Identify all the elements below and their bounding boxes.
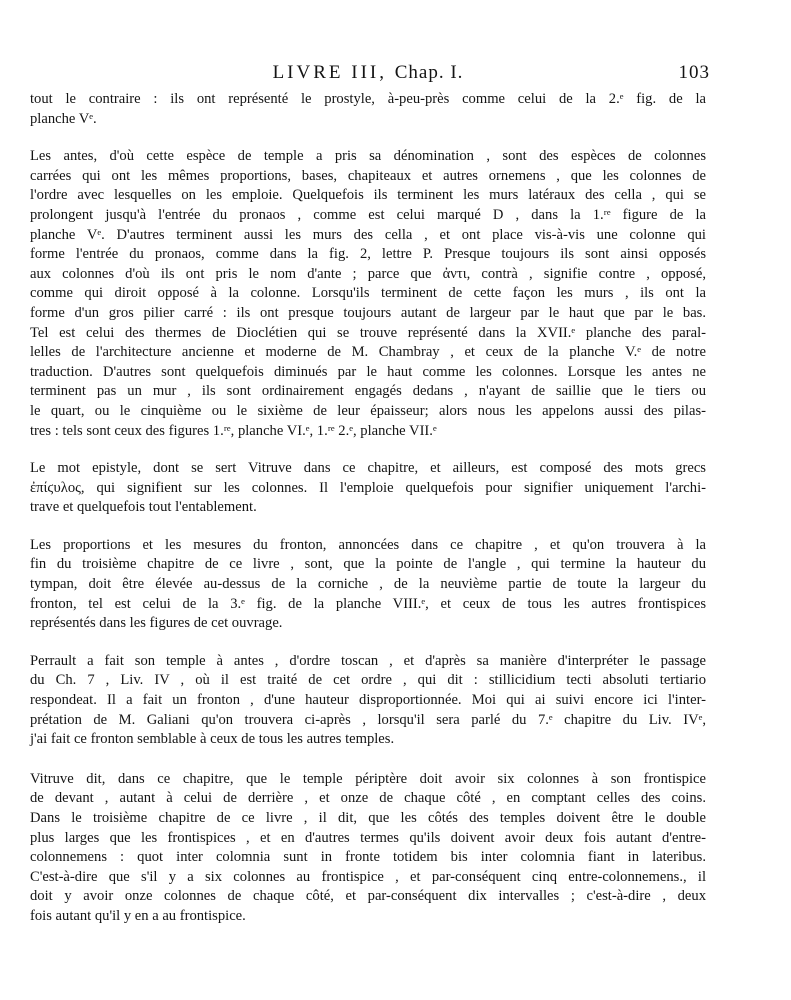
text-line: Dans le troisième chapitre de ce livre , il dit, que les côtés des temples doivent être le double bbox=[30, 810, 706, 826]
paragraph bbox=[30, 770, 706, 927]
text-line: respondeat. Il a fait un fronton , d'une hauteur disproportionnée. Moi qui ai suivi encore ici l'inter- bbox=[30, 692, 706, 709]
running-head-book: LIVRE III, bbox=[272, 62, 395, 83]
text-line: tout le contraire : ils ont représenté le prostyle, à-peu-près comme celui de la 2.ᵉ fig. de la bbox=[30, 91, 706, 107]
text-line: tympan, doit être élevée au-dessus de la corniche , de la neuvième partie de toute la largeur du bbox=[30, 576, 706, 593]
running-head-chapter: Chap. I. bbox=[394, 62, 464, 83]
body-text bbox=[30, 90, 706, 927]
text-line: prolongent jusqu'à l'entrée du pronaos , comme est celui marqué D , dans la 1.ʳᵉ figure de la bbox=[30, 206, 706, 223]
text-line: fin du troisième chapitre de ce livre , sont, que la pointe de l'angle , qui termine la hauteur du bbox=[30, 556, 706, 573]
paragraph bbox=[30, 90, 706, 129]
text-line: Perrault a fait son temple à antes , d'ordre toscan , et d'après sa manière d'interpréter le passage bbox=[30, 652, 706, 669]
text-line: C'est-à-dire que s'il y a six colonnes au frontispice , et par-conséquent cinq entre-colonnemens., il bbox=[30, 868, 706, 885]
book-page bbox=[30, 62, 710, 927]
text-line: comme qui diroit opposé à la colonne. Lorsqu'ils terminent de cette façon les murs , ils ont la bbox=[30, 285, 706, 302]
text-line: lelles de l'architecture ancienne et moderne de M. Chambray , et ceux de la planche V.ᵉ de notre bbox=[30, 344, 706, 361]
text-line: prétation de M. Galiani qu'on trouvera ci-après , lorsqu'il sera parlé du 7.ᵉ chapitre du Liv. IVᵉ, bbox=[30, 711, 706, 728]
text-line: tres : tels sont ceux des figures 1.ʳᵉ, planche VI.ᵉ, 1.ʳᵉ 2.ᵉ, planche VII.ᵉ bbox=[30, 422, 437, 439]
text-line: traduction. D'autres sont quelquefois diminués par le haut comme les colonnes. Lorsque les antes ne bbox=[30, 363, 706, 380]
page-number: 103 bbox=[678, 62, 710, 83]
paragraph bbox=[30, 652, 706, 750]
text-line: j'ai fait ce fronton semblable à ceux de tous les autres temples. bbox=[30, 731, 395, 748]
text-line: Les proportions et les mesures du fronton, annoncées dans ce chapitre , et qu'on trouvera à la bbox=[30, 536, 706, 553]
text-line: colonnemens : quot inter colomnia sunt in fronte totidem bis inter colomnia fiant in lateribus. bbox=[30, 849, 706, 866]
paragraph bbox=[30, 459, 706, 518]
text-line: fois autant qu'il y en a au frontispice. bbox=[30, 907, 246, 924]
text-line: planche Vᵉ. D'autres terminent aussi les murs des cella , et ont place vis-à-vis une colonne qui bbox=[30, 226, 706, 243]
text-line: Les antes, d'où cette espèce de temple a pris sa dénomination , sont des espèces de colonnes bbox=[30, 148, 706, 165]
text-line: trave et quelquefois tout l'entablement. bbox=[30, 499, 257, 516]
page-header bbox=[30, 62, 710, 90]
running-head bbox=[30, 62, 706, 84]
text-line: du Ch. 7 , Liv. IV , où il est traité de cet ordre , qui dit : stillicidium tecti absoluti tertiario bbox=[30, 672, 706, 689]
text-line: doit y avoir onze colonnes de chaque côté, et par-conséquent dix intervalles ; c'est-à-dire , deux bbox=[30, 888, 706, 905]
text-line: le quart, ou le cinquième ou le sixième de leur épaisseur; alors nous les appelons aussi des pilas- bbox=[30, 402, 706, 419]
text-line: de devant , autant à celui de derrière , et onze de chaque côté , en comptant celles des coins. bbox=[30, 790, 706, 807]
text-line: aux colonnes d'où ils ont pris le nom d'ante ; parce que ἀντι, contrà , signifie contre , opposé, bbox=[30, 265, 706, 282]
text-line: fronton, tel est celui de la 3.ᵉ fig. de la planche VIII.ᵉ, et ceux de tous les autres frontispices bbox=[30, 595, 706, 612]
text-line: planche Vᵉ. bbox=[30, 110, 97, 127]
text-line: Tel est celui des thermes de Dioclétien qui se trouve représenté dans la XVII.ᵉ planche des paral- bbox=[30, 324, 706, 341]
paragraph bbox=[30, 147, 706, 441]
text-line: plus larges que les frontispices , et en d'autres termes qu'ils doivent avoir deux fois autant d'entre- bbox=[30, 829, 706, 846]
paragraph bbox=[30, 536, 706, 634]
text-line: Vitruve dit, dans ce chapitre, que le temple périptère doit avoir six colonnes à son frontispice bbox=[30, 770, 706, 787]
text-line: Le mot epistyle, dont se sert Vitruve dans ce chapitre, et ailleurs, est composé des mots grecs bbox=[30, 460, 706, 477]
text-line: l'ordre avec lesquelles on les emploie. Quelquefois ils terminent les murs latéraux des cella , qui se bbox=[30, 187, 706, 204]
text-line: terminent pas un mur , ils sont ordinairement engagés dedans , n'ayant de saillie que le tiers ou bbox=[30, 383, 706, 400]
text-line: ἐπίϛυλος, qui signifient sur les colonnes. Il l'emploie quelquefois pour signifier uniquement l'archi- bbox=[30, 479, 706, 496]
text-line: forme d'un gros pilier carré : ils ont presque toujours autant de largeur par le haut que par le bas. bbox=[30, 304, 706, 321]
text-line: forme l'entrée du pronaos, comme dans la fig. 2, lettre P. Presque toujours ils sont ainsi opposés bbox=[30, 246, 706, 263]
text-line: carrées qui ont les mêmes proportions, bases, chapiteaux et autres ornemens , que les colonnes de bbox=[30, 167, 706, 184]
text-line: représentés dans les figures de cet ouvrage. bbox=[30, 615, 283, 632]
